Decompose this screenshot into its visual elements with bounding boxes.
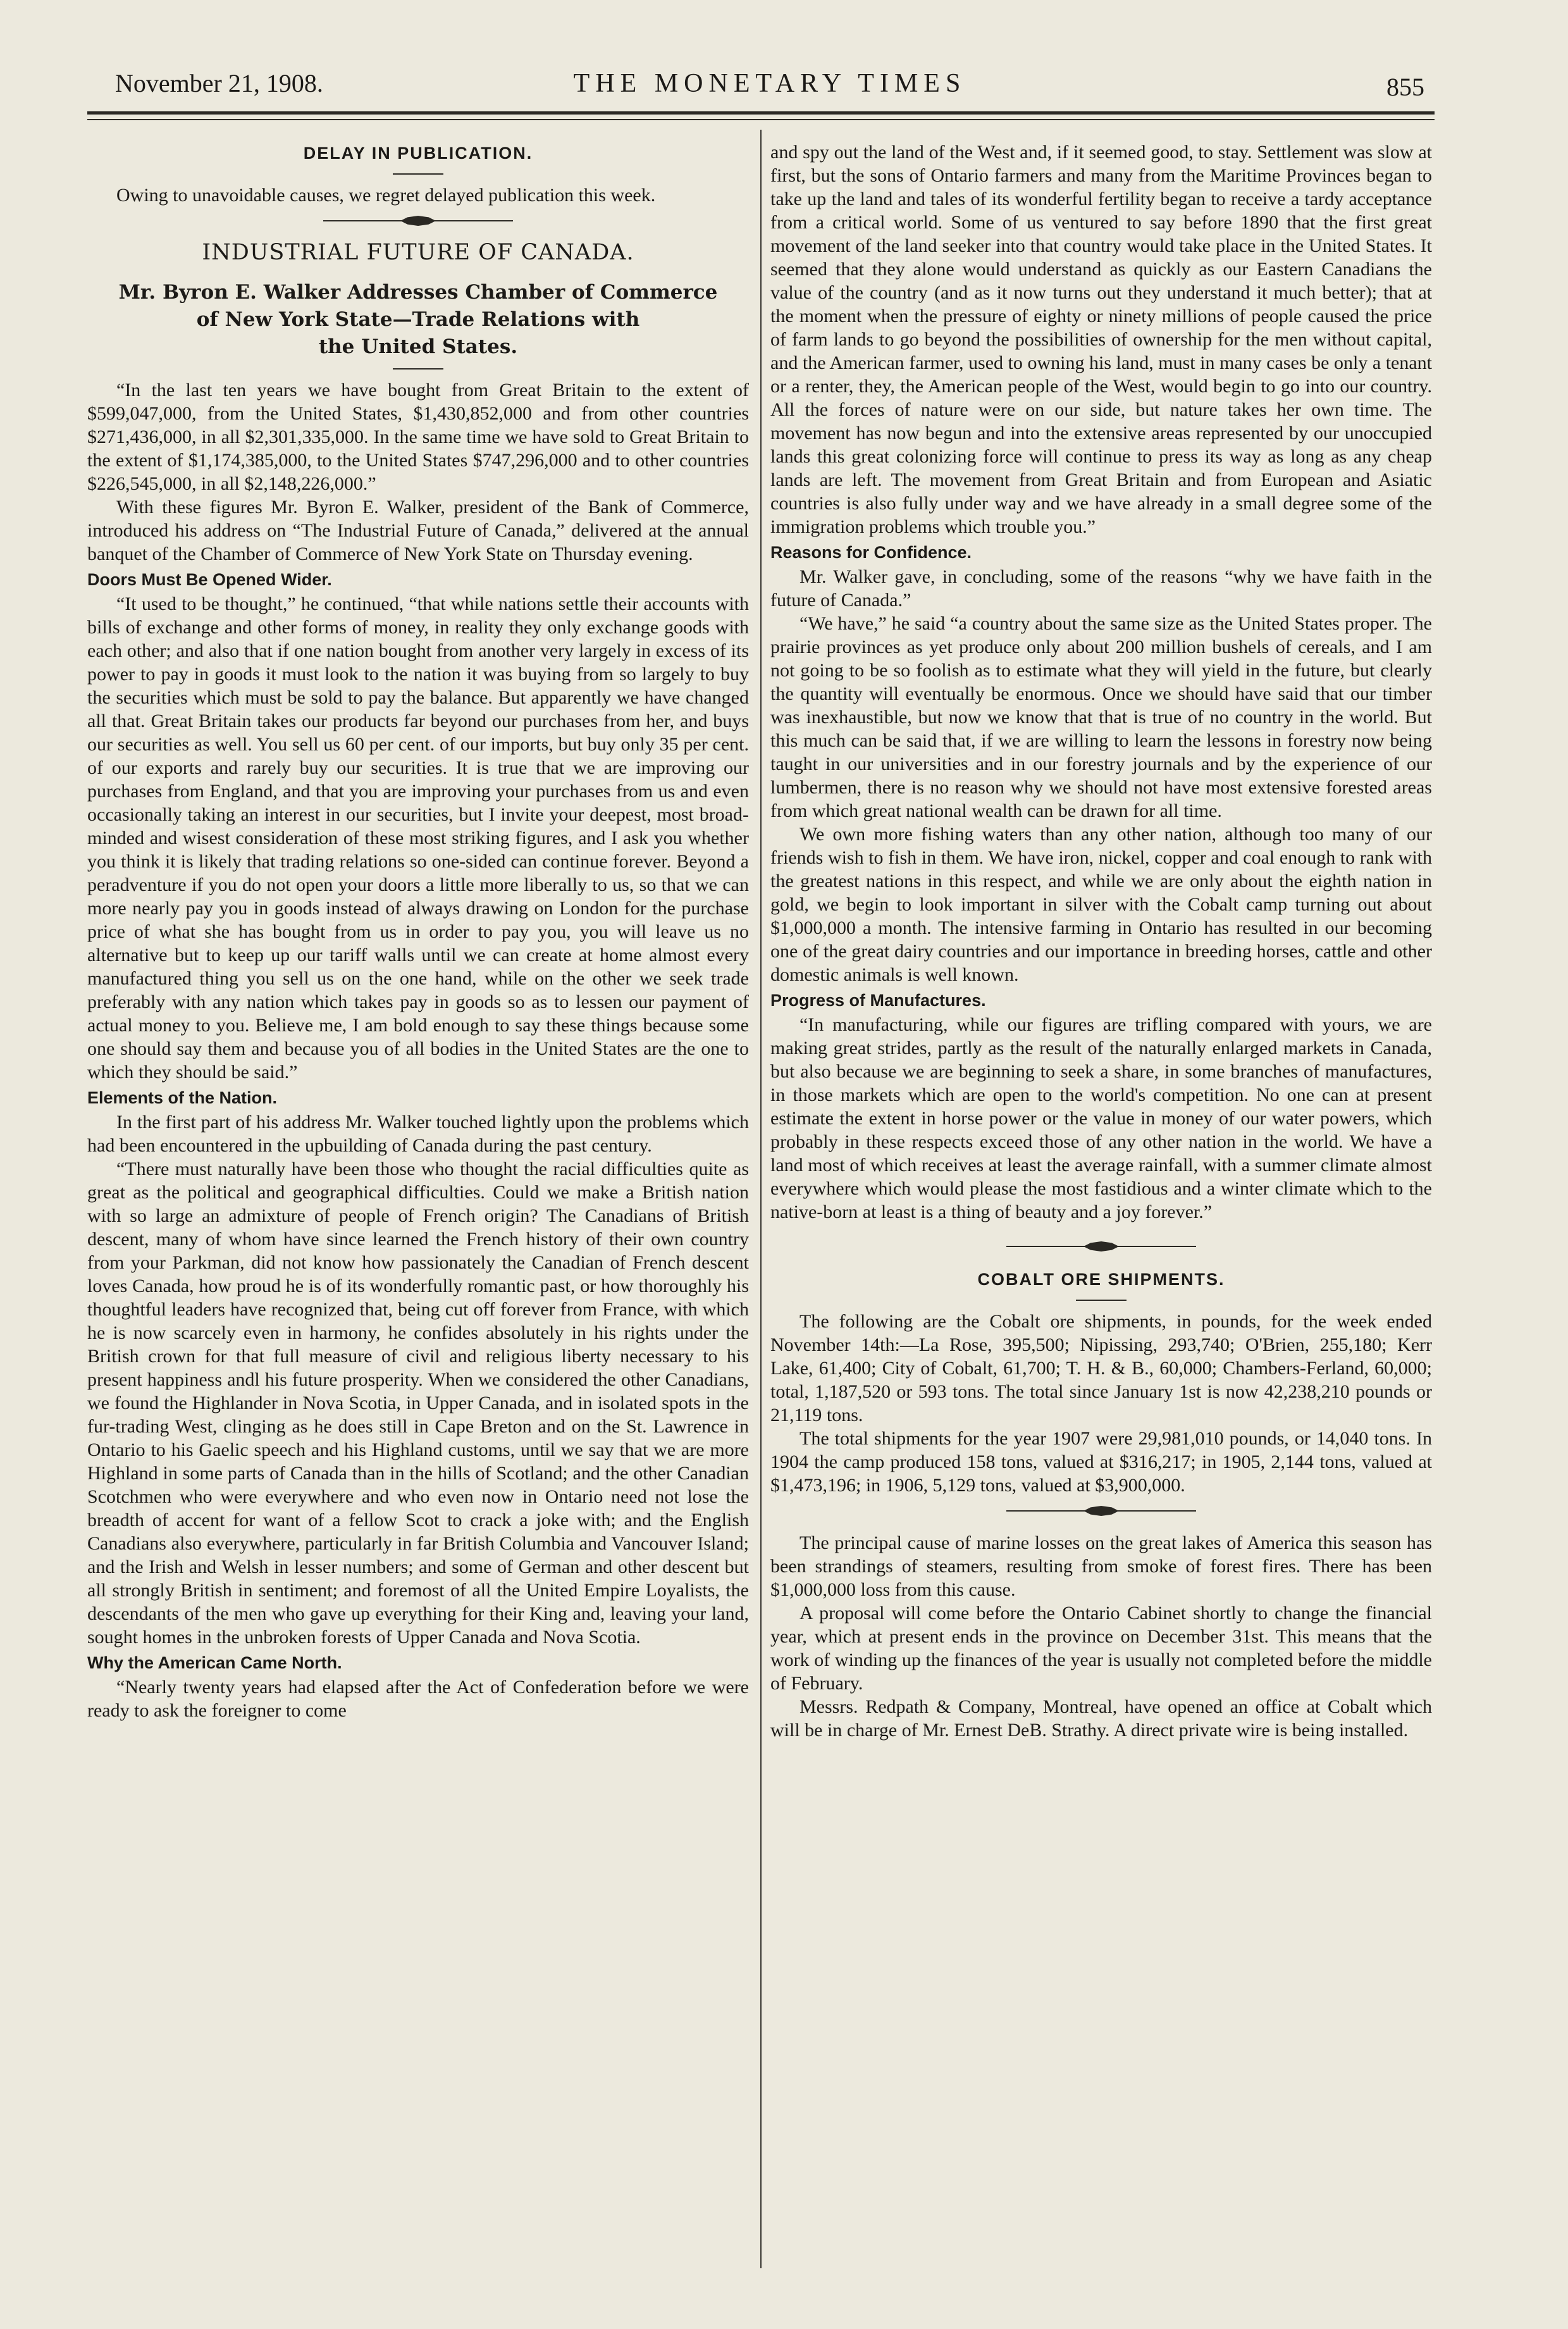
header-rule-thick bbox=[87, 111, 1435, 115]
cobalt-paragraph: The following are the Cobalt ore shipments, in pounds, for the week ended November 14th:—La Rose, 395,500; Nipissing, 293,740; O'Brien, 255,180; Kerr Lake, 61,400; City of Cobalt, 61,700; T. H. & B., 60,000; Chambers-Ferland, 60,000; total, 1,187,520 or 593 tons. The total since January 1st is now 42,238,210 pounds or 21,119 tons. bbox=[770, 1311, 1432, 1425]
article-paragraph: “In manufacturing, while our figures are trifling compared with yours, we are making great strides, partly as the result of the naturally enlarged markets in Canada, but also because we are beginning to seek a share, in some branches of manufactures, in those markets which are open to the world's competition. No one can at present estimate the extent in horse power or the value in money of our water powers, which probably in these respects exceed those of any other nation in the world. We have a land most of which receives at least the average rainfall, with a summer climate almost everywhere which would please the most fastidious and a winter climate which to the native-born at least is a thing of beauty and a joy forever.” bbox=[770, 1014, 1432, 1222]
article-deck-line-2: of New York State—Trade Relations with bbox=[196, 308, 640, 331]
ornament-divider bbox=[323, 212, 513, 230]
delay-heading: DELAY IN PUBLICATION. bbox=[303, 144, 533, 163]
publication-title: THE MONETARY TIMES bbox=[573, 69, 966, 98]
article-paragraph: We own more fishing waters than any other nation, although too many of our friends wish to fish in them. We have iron, nickel, copper and coal enough to rank with the greatest nations in this respect, and while we are only about the eighth nation in gold, we begin to look important in silver with the Cobalt camp turning out about $1,000,000 a month. The intensive farming in Ontario has resulted in our becoming one of the great dairy countries and our importance in breeding horses, cattle and other domestic animals is well known. bbox=[770, 824, 1432, 985]
article-paragraph: “In the last ten years we have bought from Great Britain to the extent of $599,047,000, from the United States, $1,430,852,000 and from other countries $271,436,000, in all $2,301,335,000. In the same time we have sold to Great Britain to the extent of $1,174,385,000, to the United States $747,296,000 and to other countries $226,545,000, in all $2,148,226,000.” bbox=[87, 380, 749, 494]
news-paragraph: Messrs. Redpath & Company, Montreal, have opened an office at Cobalt which will be in charge of Mr. Ernest DeB. Strathy. A direct private wire is being installed. bbox=[770, 1696, 1432, 1741]
subheading-american: Why the American Came North. bbox=[87, 1653, 342, 1672]
subheading-elements: Elements of the Nation. bbox=[87, 1088, 278, 1107]
short-rule bbox=[1076, 1300, 1127, 1301]
article-paragraph: and spy out the land of the West and, if it seemed good, to stay. Settlement was slow at first, but the sons of Ontario farmers and many from the Maritime Provinces began to take up the land and tales of its wonderful fertility began to receive a tardy acceptance from a critical world. Some of us ventured to say before 1890 that the first great movement of the land seeker into that country would take place in the United States. It seemed that they alone would understand as quickly as our Eastern Canadians the value of the country (and as it now turns out they understand it much better); that at the moment when the pressure of eighty or ninety millions of people caused the price of farm lands to go beyond the possibilities of ownership for the men without capital, and the American farmer, used to owning his land, must in many cases be only a tenant or a renter, they, the American people of the West, would begin to go into our country. All the forces of nature were on our side, but nature takes her own time. The movement has now begun and into the extensive areas represented by our unoccupied lands this great colonizing force will continue to press its way as long as any cheap lands are left. The movement from Great Britain and from European and Asiatic countries is also fully under way and we have already in a small degree some of the immigration problems which trouble you.” bbox=[770, 142, 1432, 537]
issue-date: November 21, 1908. bbox=[115, 69, 323, 97]
short-rule bbox=[393, 368, 443, 370]
news-paragraph: A proposal will come before the Ontario Cabinet shortly to change the financial year, which at present ends in the province on December 31st. This means that the work of winding up the finances of the year is usually not completed before the middle of February. bbox=[770, 1603, 1432, 1694]
delay-paragraph: Owing to unavoidable causes, we regret delayed publication this week. bbox=[116, 185, 656, 206]
article-paragraph: Mr. Walker gave, in concluding, some of the reasons “why we have faith in the future of Canada.” bbox=[770, 566, 1432, 611]
page-number: 855 bbox=[1386, 73, 1424, 101]
cobalt-paragraph: The total shipments for the year 1907 were 29,981,010 pounds, or 14,040 tons. In 1904 the camp produced 158 tons, valued at $316,217; in 1905, 2,144 tons, valued at $1,473,196; in 1906, 5,129 tons, valued at $3,900,000. bbox=[770, 1428, 1432, 1496]
article-paragraph: “There must naturally have been those who thought the racial difficulties quite as great as the political and geographical difficulties. Could we make a British nation with so large an admixture of people of French origin? The Canadians of British descent, many of whom have since learned the French history of their own country from your Parkman, did not know how passionately the Canadian of French descent loves Canada, how proud he is of its wonderfully romantic past, or how thoroughly his thoughtful leaders have recognized that, being cut off forever from France, with which he is now scarcely even in harmony, he confides absolutely in his rights under the British crown for that full measure of civil and religious liberty necessary to his present happiness andl his future prosperity. When we considered the other Canadians, we found the Highlander in Nova Scotia, in Upper Canada, and in isolated spots in the fur-trading West, clinging as he does still in Cape Breton and on the St. Lawrence in Ontario to his Gaelic speech and his Highland customs, until we say that we are more Highland in some parts of Canada than in the hills of Scotland; and the other Canadian Scotchmen who were everywhere and who even now in Ontario need not lose the breadth of accent for want of a fellow Scot to crack a joke with; and the English Canadians also everywhere, particularly in far British Columbia and Vancouver Island; and the Irish and Welsh in lesser numbers; and some of German and other descent but all strongly British in sentiment; and foremost of all the United Empire Loyalists, the descendants of the men who gave up everything for their King and, leaving your land, sought homes in the unbroken forests of Upper Canada and Nova Scotia. bbox=[87, 1158, 749, 1648]
ornament-divider bbox=[1006, 1238, 1196, 1255]
subheading-doors: Doors Must Be Opened Wider. bbox=[87, 570, 332, 589]
article-paragraph: “Nearly twenty years had elapsed after the Act of Confederation before we were ready to ask the foreigner to come bbox=[87, 1677, 749, 1721]
article-heading: INDUSTRIAL FUTURE OF CANADA. bbox=[202, 240, 634, 265]
ornament-divider bbox=[1006, 1502, 1196, 1520]
article-paragraph: With these figures Mr. Byron E. Walker, president of the Bank of Commerce, introduced his address on “The Industrial Future of Canada,” delivered at the annual banquet of the Chamber of Commerce of New York State on Thursday evening. bbox=[87, 497, 749, 564]
article-deck-line-1: Mr. Byron E. Walker Addresses Chamber of Commerce bbox=[118, 281, 718, 304]
right-column bbox=[770, 140, 1432, 1742]
cobalt-heading: COBALT ORE SHIPMENTS. bbox=[977, 1270, 1225, 1289]
article-paragraph: “It used to be thought,” he continued, “that while nations settle their accounts with bills of exchange and other forms of money, in reality they only exchange goods with each other; and also that if one nation bought from another very largely in excess of its power to pay in goods it must look to the nation it was buying from so largely to buy the securities which must be sold to pay the balance. But apparently we have changed all that. Great Britain takes our products far beyond our purchases from her, and buys our securities as well. You sell us 60 per cent. of our imports, but buy only 35 per cent. of our exports and rarely buy our securities. It is true that we are improving our purchases from England, and that you are improving your purchases from us and even occasionally taking an interest in our securities, but I invite your deepest, most broad-minded and wisest consideration of these most striking figures, and I ask you whether you think it is likely that trading relations so one-sided can continue forever. Beyond a peradventure if you do not open your doors a little more liberally to us, so that we can more nearly pay you in goods instead of always drawing on London for the purchase price of what she has bought from us in order to pay you, you will leave us no alternative but to keep up our tariff walls until we can create at home almost every manufactured thing you sell us on the one hand, while on the other we seek trade preferably with any nation which takes pay in goods so as to lessen our payment of actual money to you. Believe me, I am bold enough to say these things because some one should say them and because you of all bodies in the United States are the one to which they should be said.” bbox=[87, 593, 749, 1083]
left-column bbox=[87, 140, 749, 1722]
subheading-confidence: Reasons for Confidence. bbox=[770, 543, 972, 562]
article-deck-line-3: the United States. bbox=[318, 335, 518, 358]
page-header bbox=[115, 68, 1424, 104]
article-paragraph: “We have,” he said “a country about the same size as the United States proper. The prairie provinces as yet produce only about 200 million bushels of cereals, and I am not going to be so foolish as to estimate what they will yield in the future, but clearly the quantity will eventually be enormous. Once we should have said that our timber was inexhaustible, but now we know that that is true of no country in the world. But this much can be said that, if we are willing to learn the lessons in forestry now being taught in our universities and in our forestry journals and by the experience of our lumbermen, there is no reason why we should not have most extensive forested areas from which great national wealth can be drawn for all time. bbox=[770, 613, 1432, 821]
header-rule-thin bbox=[87, 119, 1435, 120]
article-paragraph: In the first part of his address Mr. Walker touched lightly upon the problems which had been encountered in the upbuilding of Canada during the past century. bbox=[87, 1112, 749, 1156]
subheading-manufactures: Progress of Manufactures. bbox=[770, 991, 986, 1010]
news-paragraph: The principal cause of marine losses on the great lakes of America this season has been strandings of steamers, resulting from smoke of forest fires. There has been $1,000,000 loss from this cause. bbox=[770, 1532, 1432, 1600]
column-divider bbox=[760, 130, 762, 2268]
short-rule bbox=[393, 173, 443, 175]
